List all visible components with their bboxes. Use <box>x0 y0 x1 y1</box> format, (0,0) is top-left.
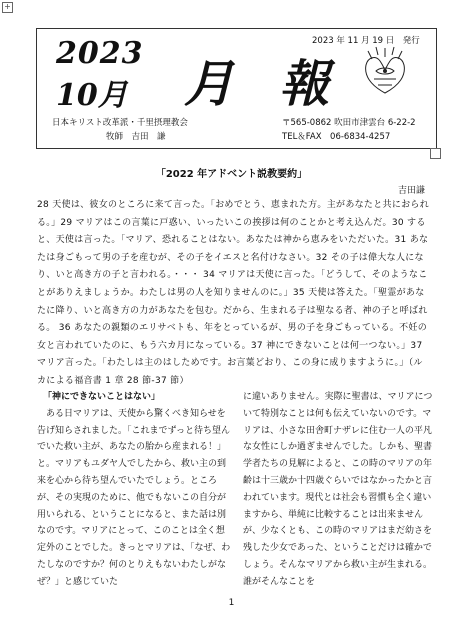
church-name: 日本キリスト改革派・千里摂理教会 <box>52 118 188 128</box>
church-telfax: TEL＆FAX 06-6834-4257 <box>282 132 391 142</box>
column-heading: 「神にできないことはない」 <box>43 392 161 402</box>
dove-emblem-icon <box>358 45 412 99</box>
resize-handle[interactable] <box>430 148 441 159</box>
newsletter-title: 月 報 <box>184 54 344 113</box>
issue-date: 2023 年 11 月 19 日 発行 <box>312 36 420 46</box>
page-number: 1 <box>228 598 235 608</box>
move-handle-icon[interactable]: + <box>2 2 13 13</box>
left-column <box>37 389 233 591</box>
sermon-title: 「2022 年アドベント説教要約」 <box>155 169 308 180</box>
pastor-name: 牧師 吉田 謙 <box>106 132 166 142</box>
right-column <box>243 389 433 591</box>
sermon-scripture-text: 28 天使は、彼女のところに来て言った。「おめでとう、恵まれた方。主があなたと共におられる。」29 マリアはこの言葉に戸惑い、いったいこの挨拶は何のことかと考え込んだ。30 すると、天使は言った。「マリア、恐れることはない。あなたは神から恵みをいただいた。31 あなたは身ごもって男の子を産むが、その子をイエスと名付けなさい。32 その子は偉大な人になり、いと高き方の子と言われる。・・・ 34 マリアは天使に言った。「どうして、そのようなことがありえましょうか。わたしは男の人を知りませんのに。」35 天使は答えた。「聖霊があなたに降り、いと高き方の力があなたを包む。だから、生まれる子は聖なる者、神の子と呼ばれる。 36 あなたの親類のエリサベトも、年をとっているが、男の子を身ごもっている。不妊の女と言われていたのに、もう六カ月になっている。37 神にできないことは何一つない。」37 マリア言った。「わたしは主のはしためです。お言葉どおり、この身に成りますように。」（ルカによる福音書 1 章 28 節-37 節） <box>37 200 430 386</box>
issue-month: 10月 <box>56 78 128 113</box>
church-address: 〒565-0862 吹田市津雲台 6-22-2 <box>282 118 416 128</box>
issue-year: 2023 <box>56 36 144 71</box>
right-column-text: に違いありません。実際に聖書は、マリアについて特別なことは何も伝えていないのです。マリアは、小さな田舎町ナザレに住む一人の平凡な女性にしか過ぎませんでした。しかも、聖書学者たちの見解によると、この時のマリアの年齢は十三歳か十四歳ぐらいではなかったかと言われています。現代とは社会も習慣も全く違いますから、単純に比較することは出来ませんが、少なくとも、この時のマリアはまだ幼さを残した少女であった、ということだけは確かでしょう。そんなマリアから救い主が生まれる。誰がそんなことを <box>243 392 433 587</box>
sermon-author: 吉田謙 <box>398 186 426 196</box>
left-column-text: ある日マリアは、天使から驚くべき知らせを告げ知らされました。「これまでずっと待ち望んでいた救い主が、あなたの胎から産まれる！」と。マリアもユダヤ人でしたから、救い主の到来を心から待ち望んでいたでしょう。ところが、その実現のために、他でもないこの自分が用いられる、ということになると、また話は別なのです。マリアにとって、このことは全く想定外のことでした。きっとマリアは、「なぜ、わたしなのですか？何のとりえもないわたしがなぜ？」と感じていた <box>37 408 231 587</box>
